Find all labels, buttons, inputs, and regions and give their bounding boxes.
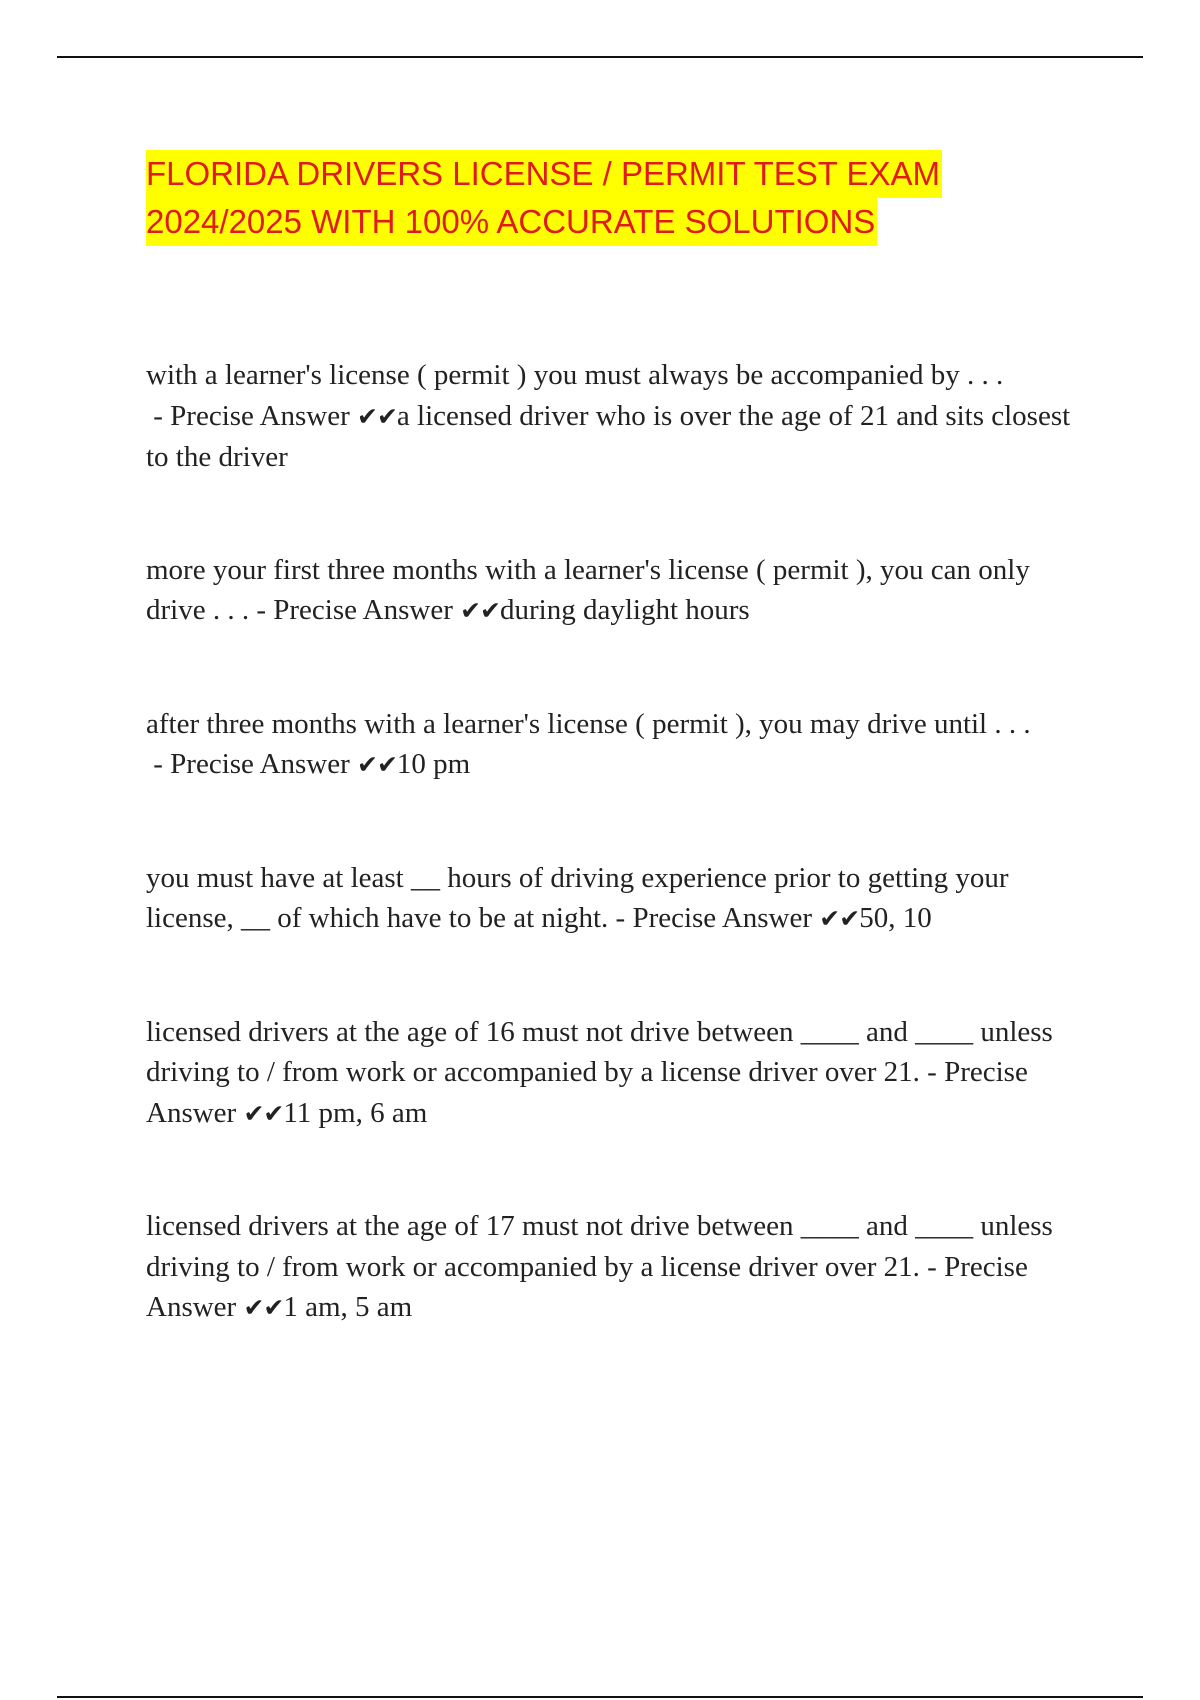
separator: - (608, 902, 633, 934)
double-check-icon: ✔✔ (819, 904, 860, 933)
separator: - (919, 1250, 945, 1283)
answer-label: Precise Answer (170, 748, 358, 780)
separator: - (146, 748, 171, 780)
qa-list (146, 355, 1096, 1329)
answer-label: Precise Answer (170, 399, 358, 432)
qa-item-4 (146, 858, 1096, 940)
qa-item-6 (146, 1206, 1096, 1329)
question-text: licensed drivers at the age of 16 must not drive between ____ and ____ unless driving to / from work or accompanied by a license driver over 21. (146, 1015, 1053, 1088)
answer-text: 10 pm (396, 748, 471, 780)
answer-label: Precise Answer (146, 1056, 1028, 1129)
top-rule (57, 56, 1143, 58)
answer-label: Precise Answer (273, 594, 461, 626)
separator: - (146, 399, 171, 432)
title-line-1: FLORIDA DRIVERS LICENSE / PERMIT TEST EXAM (146, 150, 942, 198)
answer-text: 50, 10 (859, 902, 932, 934)
separator: - (919, 1056, 945, 1088)
double-check-icon: ✔✔ (243, 1293, 284, 1322)
answer-label: Precise Answer (146, 1250, 1028, 1323)
question-text: after three months with a learner's license ( permit ), you may drive until . . . (146, 707, 1031, 740)
qa-item-3 (146, 704, 1096, 786)
qa-item-5 (146, 1012, 1096, 1135)
question-text: more your first three months with a learner's license ( permit ), you can only drive . . . (146, 553, 1030, 626)
question-text: licensed drivers at the age of 17 must not drive between ____ and ____ unless driving to / from work or accompanied by a license driver over 21. (146, 1210, 1053, 1283)
separator: - (249, 594, 274, 626)
double-check-icon: ✔✔ (357, 401, 397, 431)
document-title (146, 150, 1006, 246)
answer-label: Precise Answer (632, 902, 820, 934)
double-check-icon: ✔✔ (357, 750, 397, 779)
qa-item-2 (146, 550, 1096, 632)
answer-text: a licensed driver who is over the age of 21 and sits closest to the driver (146, 399, 1071, 473)
qa-item-1 (146, 355, 1096, 478)
answer-text: 1 am, 5 am (283, 1291, 413, 1323)
question-text: you must have at least __ hours of driving experience prior to getting your license, __ of which have to be at night. (146, 861, 1009, 934)
question-text: with a learner's license ( permit ) you must always be accompanied by . . . (146, 359, 1004, 391)
double-check-icon: ✔✔ (243, 1098, 284, 1128)
title-line-2: 2024/2025 WITH 100% ACCURATE SOLUTIONS (146, 198, 877, 246)
answer-text: during daylight hours (500, 594, 750, 626)
bottom-rule (57, 1696, 1143, 1698)
answer-text: 11 pm, 6 am (283, 1096, 428, 1129)
double-check-icon: ✔✔ (460, 596, 501, 625)
